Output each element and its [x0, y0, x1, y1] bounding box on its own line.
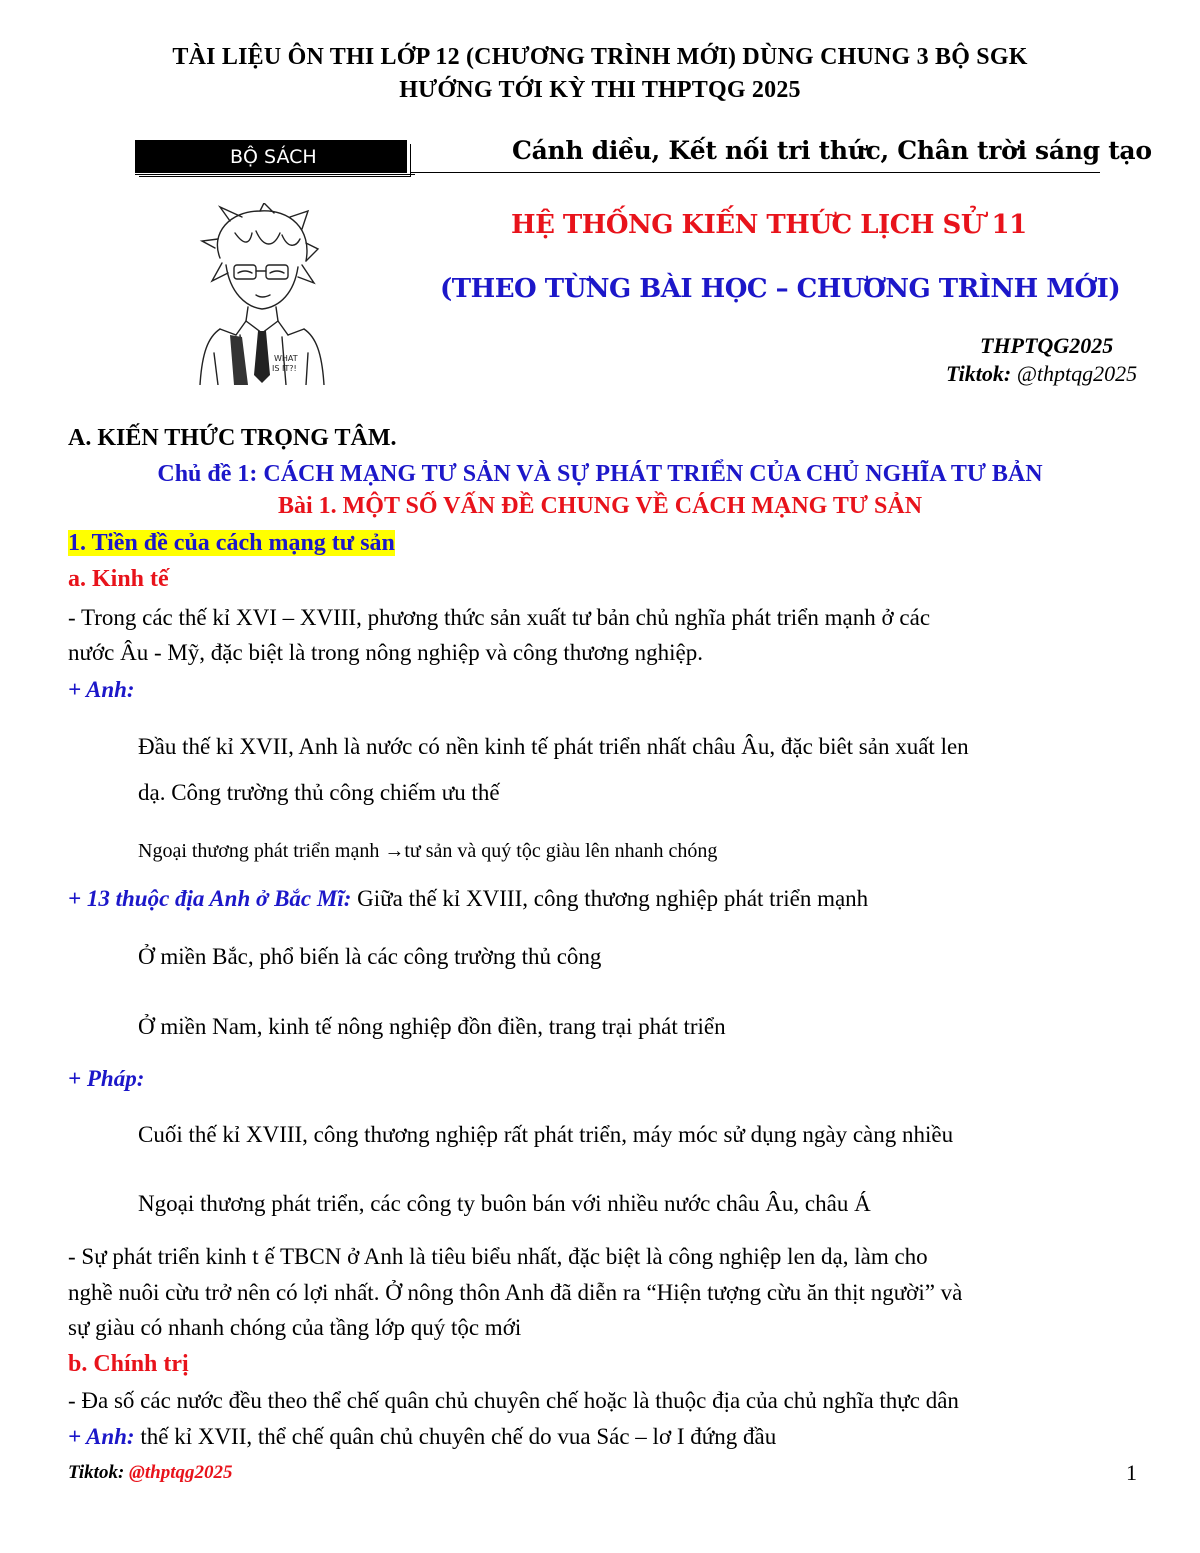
- doc-header-line-1: TÀI LIỆU ÔN THI LỚP 12 (CHƯƠNG TRÌNH MỚI) DÙNG CHUNG 3 BỘ SGK: [172, 44, 1028, 70]
- footer-tiktok-label: Tiktok:: [68, 1462, 130, 1483]
- lesson-heading: Bài 1. MỘT SỐ VẤN ĐỀ CHUNG VỀ CÁCH MẠNG TƯ SẢN: [277, 493, 923, 519]
- colonies-label: + 13 thuộc địa Anh ở Bắc Mĩ:: [68, 886, 352, 911]
- shirt-text-1: WHAT: [274, 354, 298, 363]
- doc-title: HỆ THỐNG KIẾN THỨC LỊCH SỬ 11: [511, 210, 1027, 240]
- paragraph-2-line-1: - Sự phát triển kinh t ế TBCN ở Anh là tiêu biểu nhất, đặc biệt là công nghiệp len dạ, làm cho: [68, 1244, 928, 1269]
- paragraph-1-line-2: nước Âu - Mỹ, đặc biệt là trong nông nghiệp và công thương nghiệp.: [68, 640, 703, 665]
- section-a-heading: A. KIẾN THỨC TRỌNG TÂM.: [68, 425, 397, 451]
- england-line-3: Ngoại thương phát triển mạnh →tư sản và quý tộc giàu lên nhanh chóng: [138, 840, 718, 862]
- subsection-1-label: 1. Tiền đề của cách mạng tư sản: [68, 530, 395, 556]
- paragraph-3: - Đa số các nước đều theo thể chế quân chủ chuyên chế hoặc là thuộc địa của chủ nghĩa thực dân: [68, 1388, 959, 1413]
- footer-tiktok-handle: @thptqg2025: [129, 1462, 233, 1483]
- topic-heading: Chủ đề 1: CÁCH MẠNG TƯ SẢN VÀ SỰ PHÁT TRIỂN CỦA CHỦ NGHĨA TƯ BẢN: [157, 461, 1043, 487]
- doc-subtitle: (THEO TỪNG BÀI HỌC – CHƯƠNG TRÌNH MỚI): [440, 274, 1121, 304]
- doc-header-line-2: HƯỚNG TỚI KỲ THI THPTQG 2025: [399, 77, 801, 103]
- book-set-badge-label: BỘ SÁCH: [230, 145, 317, 168]
- tiktok-label: Tiktok:: [946, 361, 1017, 386]
- book-set-badge: [135, 140, 407, 173]
- divider-rule: [410, 172, 1100, 173]
- england-line-2: dạ. Công trường thủ công chiếm ưu thế: [138, 780, 500, 805]
- france-line-1: Cuối thế kỉ XVIII, công thương nghiệp rất phát triển, máy móc sử dụng ngày càng nhiều: [138, 1122, 954, 1147]
- divider-rule-short: [135, 174, 415, 175]
- brand-label: THPTQG2025: [980, 333, 1114, 358]
- colonies-line-2: Ở miền Bắc, phổ biến là các công trường thủ công: [138, 944, 602, 969]
- england-politics-line: [68, 1424, 776, 1450]
- footer-tiktok: [68, 1462, 232, 1484]
- england-label: + Anh:: [68, 677, 135, 702]
- book-series-list: Cánh diều, Kết nối tri thức, Chân trời sáng tạo: [512, 136, 1152, 165]
- colonies-line-3: Ở miền Nam, kinh tế nông nghiệp đồn điền, trang trại phát triển: [138, 1014, 726, 1039]
- tiktok-handle: @thptqg2025: [1016, 361, 1138, 386]
- france-label: + Pháp:: [68, 1066, 145, 1091]
- anime-character-illustration: [190, 203, 330, 385]
- subsection-1-heading: [68, 530, 395, 557]
- subsection-a-heading: a. Kinh tế: [68, 566, 169, 592]
- england-politics-text: thế kỉ XVII, thể chế quân chủ chuyên chế do vua Sác – lơ I đứng đầu: [134, 1424, 777, 1449]
- paragraph-1-line-1: - Trong các thế kỉ XVI – XVIII, phương thức sản xuất tư bản chủ nghĩa phát triển mạnh ở các: [68, 605, 931, 630]
- paragraph-2-line-2: nghề nuôi cừu trở nên có lợi nhất. Ở nông thôn Anh đã diễn ra “Hiện tượng cừu ăn thịt người” và: [68, 1280, 963, 1305]
- shirt-text-2: IS IT?!: [272, 364, 297, 373]
- page-number: 1: [1126, 1460, 1137, 1485]
- subsection-b-heading: b. Chính trị: [68, 1351, 189, 1377]
- paragraph-2-line-3: sự giàu có nhanh chóng của tầng lớp quý tộc mới: [68, 1315, 522, 1340]
- colonies-line-1: [68, 886, 868, 912]
- england-politics-label: + Anh:: [68, 1424, 135, 1449]
- england-line-1: Đầu thế kỉ XVII, Anh là nước có nền kinh tế phát triển nhất châu Âu, đặc biêt sản xuất len: [138, 734, 969, 759]
- tiktok-line: [946, 361, 1137, 387]
- france-line-2: Ngoại thương phát triển, các công ty buôn bán với nhiều nước châu Âu, châu Á: [138, 1191, 871, 1216]
- colonies-text: Giữa thế kỉ XVIII, công thương nghiệp phát triển mạnh: [351, 886, 869, 911]
